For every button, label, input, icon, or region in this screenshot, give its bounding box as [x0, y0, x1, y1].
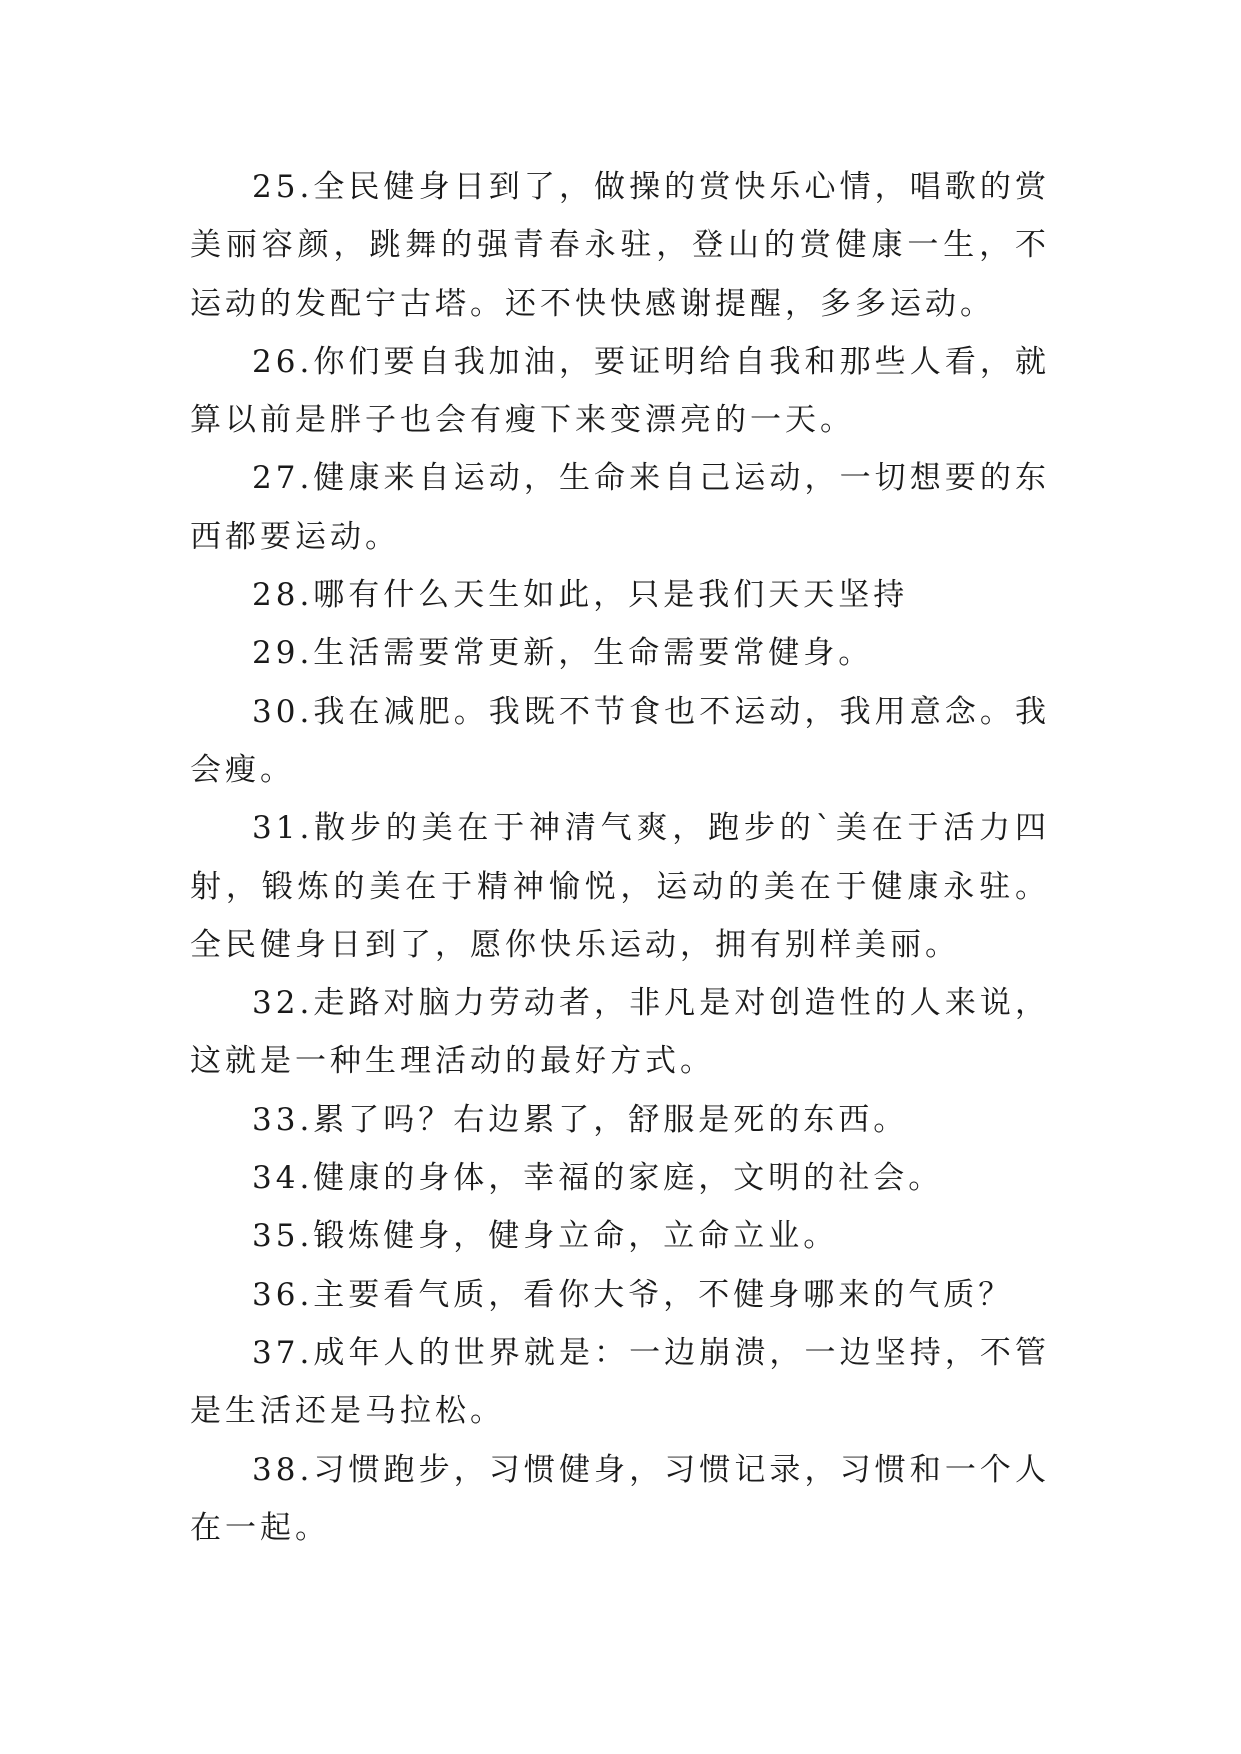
paragraph-26: 26.你们要自我加油，要证明给自我和那些人看，就算以前是胖子也会有瘦下来变漂亮的一天。	[190, 343, 1050, 439]
paragraph-33: 33.累了吗？右边累了，舒服是死的东西。	[252, 1101, 909, 1138]
paragraph-36: 36.主要看气质，看你大爷，不健身哪来的气质？	[252, 1276, 1014, 1313]
paragraph-29: 29.生活需要常更新，生命需要常健身。	[252, 635, 874, 672]
paragraph-32: 32.走路对脑力劳动者，非凡是对创造性的人来说，这就是一种生理活动的最好方式。	[190, 985, 1050, 1080]
paragraph-35: 35.锻炼健身，健身立命，立命立业。	[252, 1218, 839, 1255]
paragraph-37: 37.成年人的世界就是：一边崩溃，一边坚持，不管是生活还是马拉松。	[190, 1334, 1050, 1430]
paragraph-28: 28.哪有什么天生如此，只是我们天天坚持	[252, 577, 909, 614]
paragraph-25: 25.全民健身日到了，做操的赏快乐心情，唱歌的赏美丽容颜，跳舞的强青春永驻，登山的赏健康一生，不运动的发配宁古塔。还不快快感谢提醒，多多运动。	[190, 169, 1050, 322]
paragraph-38: 38.习惯跑步，习惯健身，习惯记录，习惯和一个人在一起。	[190, 1451, 1050, 1546]
document-body	[190, 158, 1050, 1557]
paragraph-34: 34.健康的身体，幸福的家庭，文明的社会。	[252, 1160, 944, 1197]
paragraph-27: 27.健康来自运动，生命来自己运动，一切想要的东西都要运动。	[190, 460, 1050, 555]
paragraph-30: 30.我在减肥。我既不节食也不运动，我用意念。我会瘦。	[190, 693, 1050, 788]
paragraph-31: 31.散步的美在于神清气爽，跑步的`美在于活力四射，锻炼的美在于精神愉悦，运动的美在于健康永驻。全民健身日到了，愿你快乐运动，拥有别样美丽。	[190, 810, 1050, 963]
